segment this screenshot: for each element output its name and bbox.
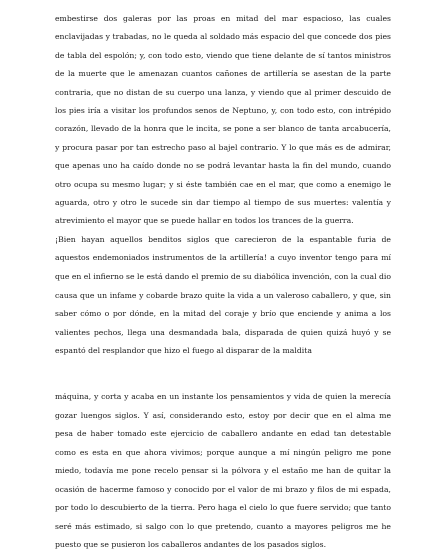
page-break-gap: [55, 361, 391, 388]
paragraph-1: embestirse dos galeras por las proas en mitad del mar espacioso, las cuales enclavijadas y trabadas, no le queda al soldado más espacio del que concede dos pies de tabla del espolón; y, con todo esto, viendo que tiene delante de sí tantos ministros de la muerte que le amenazan cuantos cañones de artillería se asestan de la parte contraria, que no distan de su cuerpo una lanza, y viendo que al primer descuido de los pies iría a visitar los profundos senos de Neptuno, y, con todo esto, con intrépido corazón, llevado de la honra que le incita, se pone a ser blanco de tanta arcabucería, y procura pasar por tan estrecho paso al bajel contrario. Y lo que más es de admirar, que apenas uno ha caído donde no se podrá levantar hasta la fin del mundo, cuando otro ocupa su mesmo lugar; y si éste también cae en el mar, que como a enemigo le aguarda, otro y otro le sucede sin dar tiempo al tiempo de sus muertes: valentía y atrevimiento el mayor que se puede hallar en todos los trances de la guerra.: [55, 14, 391, 226]
paragraph-2: ¡Bien hayan aquellos benditos siglos que carecieron de la espantable furia de aquestos endemoniados instrumentos de la artillería! a cuyo inventor tengo para mí que en el infierno se le está dando el premio de su diabólica invención, con la cual dio causa que un infame y cobarde brazo quite la vida a un valeroso caballero, y que, sin saber cómo o por dónde, en la mitad del coraje y brío que enciende y anima a los valientes pechos, llega una desmandada bala, disparada de quien quizá huyó y se espantó del resplandor que hizo el fuego al disparar de la maldita: [55, 234, 391, 356]
document-page: [55, 10, 391, 555]
paragraph-3: máquina, y corta y acaba en un instante los pensamientos y vida de quien la merecía gozar luengos siglos. Y así, considerando esto, estoy por decir que en el alma me pesa de haber tomado este ejercicio de caballero andante en edad tan detestable como es esta en que ahora vivimos; porque aunque a mí ningún peligro me pone miedo, todavía me pone recelo pensar si la pólvora y el estaño me han de quitar la ocasión de hacerme famoso y conocido por el valor de mi brazo y filos de mi espada, por todo lo descubierto de la tierra. Pero haga el cielo lo que fuere servido; que tanto seré más estimado, si salgo con lo que pretendo, cuanto a mayores peligros me he puesto que se pusieron los caballeros andantes de los pasados siglos.: [55, 392, 391, 550]
